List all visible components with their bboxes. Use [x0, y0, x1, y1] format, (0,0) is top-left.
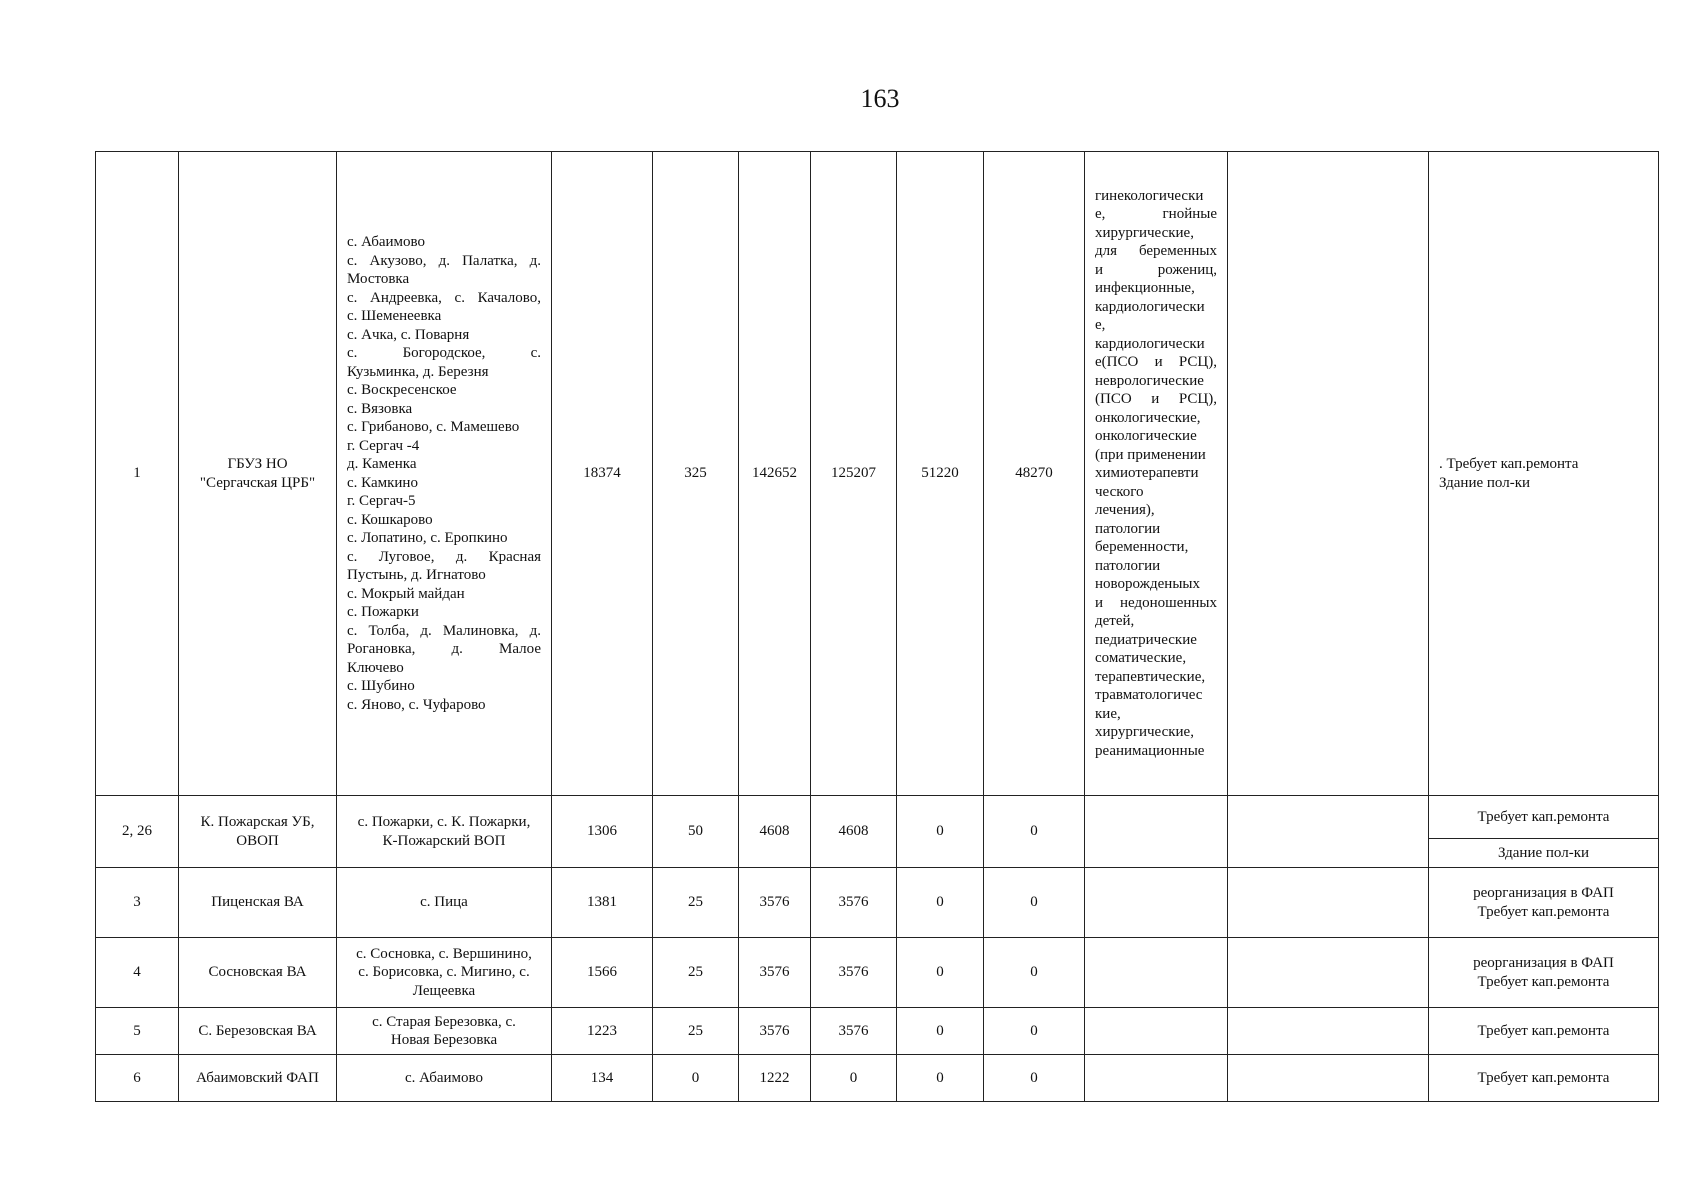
- settlements-line: с. Яново, с. Чуфарово: [347, 696, 486, 713]
- table-row: [96, 152, 1659, 796]
- value-c4: 1566: [552, 938, 653, 1008]
- bed-profiles-line: детей,: [1095, 613, 1135, 630]
- facility-name-line: "Сергачская ЦРБ": [199, 474, 316, 491]
- value-c4: 1223: [552, 1008, 653, 1055]
- bed-profiles-line: е, гнойные: [1095, 206, 1217, 223]
- value-c10: [1085, 796, 1228, 868]
- value-c4: 1306: [552, 796, 653, 868]
- settlements-line: с. Луговое, д. Красная: [347, 548, 541, 565]
- row-number: 2, 26: [96, 796, 179, 868]
- value-c8: 0: [897, 796, 984, 868]
- notes: [1429, 1055, 1659, 1102]
- bed-profiles-line: терапевтические,: [1095, 668, 1206, 685]
- value-c11: [1228, 796, 1429, 868]
- bed-profiles-line: инфекционные,: [1095, 280, 1195, 297]
- notes-line: Здание пол-ки: [1439, 474, 1531, 491]
- value-c11: [1228, 868, 1429, 938]
- settlements-line: г. Сергач -4: [347, 437, 420, 454]
- value-c8: 0: [897, 1055, 984, 1102]
- note-bottom: Здание пол-ки: [1429, 839, 1659, 868]
- settlements-line: Рогановка, д. Малое: [347, 641, 541, 657]
- settlements-line: Мостовка: [347, 271, 410, 287]
- value-c9: 48270: [984, 152, 1085, 796]
- bed-profiles-line: реанимационные: [1095, 742, 1205, 759]
- settlements: [337, 1008, 552, 1055]
- note-top: Требует кап.ремонта: [1429, 796, 1659, 839]
- value-c11: [1228, 152, 1429, 796]
- bed-profiles-line: кие,: [1095, 705, 1121, 722]
- settlements-line: Лещеевка: [412, 982, 476, 999]
- settlements-line: с. Акузово, д. Палатка, д.: [347, 252, 541, 269]
- bed-profiles-line: гинекологически: [1095, 187, 1204, 204]
- settlements-line: Новая Березовка: [390, 1032, 498, 1048]
- value-c7: 4608: [811, 796, 897, 868]
- settlements-line: с. Богородское, с.: [347, 345, 541, 361]
- facility-name-line: С. Березовская ВА: [198, 1022, 317, 1039]
- facility-name-line: Пиценская ВА: [211, 894, 304, 911]
- settlements-line: с. Шубино: [347, 678, 415, 694]
- settlements-line: с. Толба, д. Малиновка, д.: [347, 622, 541, 639]
- value-c7: 3576: [811, 868, 897, 938]
- table-row: [96, 868, 1659, 938]
- bed-profiles: [1085, 152, 1228, 796]
- settlements-line: Пустынь, д. Игнатово: [347, 567, 486, 583]
- settlements-line: с. Кошкарово: [347, 511, 433, 528]
- notes: [1429, 868, 1659, 938]
- value-c9: 0: [984, 1055, 1085, 1102]
- value-c6: 4608: [739, 796, 811, 868]
- settlements-line: Кузьминка, д. Березня: [347, 363, 489, 380]
- row-number: 1: [96, 152, 179, 796]
- settlements: [337, 1055, 552, 1102]
- value-c6: 3576: [739, 938, 811, 1008]
- settlements-line: с. Борисовка, с. Мигино, с.: [358, 964, 530, 981]
- facilities-table: [95, 151, 1659, 1102]
- bed-profiles-line: беременности,: [1095, 539, 1189, 556]
- table-row: [96, 1055, 1659, 1102]
- value-c7: 125207: [811, 152, 897, 796]
- bed-profiles-line: ческого: [1095, 483, 1144, 500]
- value-c5: 25: [653, 1008, 739, 1055]
- facility-name-line: Сосновская ВА: [208, 964, 307, 981]
- value-c6: 3576: [739, 868, 811, 938]
- value-c7: 0: [811, 1055, 897, 1102]
- value-c9: 0: [984, 796, 1085, 868]
- table-row: [96, 938, 1659, 1008]
- bed-profiles-line: неврологические: [1095, 372, 1204, 389]
- settlements: [337, 938, 552, 1008]
- value-c4: 1381: [552, 868, 653, 938]
- value-c11: [1228, 938, 1429, 1008]
- notes-line: реорганизация в ФАП: [1473, 885, 1614, 901]
- value-c10: [1085, 938, 1228, 1008]
- bed-profiles-line: кардиологически: [1095, 335, 1205, 352]
- value-c10: [1085, 1055, 1228, 1102]
- facility-name-line: ГБУЗ НО: [227, 456, 288, 472]
- notes-line: Требует кап.ремонта: [1477, 1022, 1610, 1039]
- bed-profiles-line: (при применении: [1095, 446, 1206, 463]
- settlements-line: с. Абаимово: [404, 1069, 484, 1086]
- settlements-line: с. Пожарки, с. К. Пожарки,: [357, 814, 531, 830]
- bed-profiles-line: и рожениц,: [1095, 261, 1217, 278]
- row-number: 4: [96, 938, 179, 1008]
- facility-name: [179, 938, 337, 1008]
- value-c4: 18374: [552, 152, 653, 796]
- value-c8: 51220: [897, 152, 984, 796]
- settlements: [337, 796, 552, 868]
- value-c7: 3576: [811, 1008, 897, 1055]
- value-c8: 0: [897, 938, 984, 1008]
- settlements-line: К-Пожарский ВОП: [382, 832, 506, 849]
- value-c11: [1228, 1055, 1429, 1102]
- bed-profiles-line: кардиологически: [1095, 298, 1205, 315]
- settlements: [337, 152, 552, 796]
- bed-profiles-line: соматические,: [1095, 650, 1187, 667]
- table-row: [96, 1008, 1659, 1055]
- facility-name: [179, 1008, 337, 1055]
- notes-line: Требует кап.ремонта: [1477, 973, 1610, 990]
- bed-profiles-line: для беременных: [1095, 243, 1217, 260]
- page-number: 163: [860, 84, 900, 113]
- bed-profiles-line: травматологичес: [1095, 687, 1203, 704]
- facility-name: [179, 1055, 337, 1102]
- value-c6: 3576: [739, 1008, 811, 1055]
- notes-line: . Требует кап.ремонта: [1439, 456, 1579, 472]
- bed-profiles-line: онкологические: [1095, 428, 1197, 445]
- value-c9: 0: [984, 1008, 1085, 1055]
- bed-profiles-line: и недоношенных: [1095, 594, 1217, 611]
- notes: [1429, 1008, 1659, 1055]
- facility-name-line: Абаимовский ФАП: [196, 1069, 319, 1086]
- bed-profiles-line: педиатрические: [1095, 631, 1197, 648]
- notes: [1429, 938, 1659, 1008]
- facility-name-line: К. Пожарская УБ,: [200, 814, 315, 830]
- bed-profiles-line: е,: [1095, 317, 1106, 334]
- value-c4: 134: [552, 1055, 653, 1102]
- value-c9: 0: [984, 938, 1085, 1008]
- facility-name: [179, 868, 337, 938]
- settlements-line: с. Ачка, с. Поварня: [347, 326, 470, 343]
- value-c6: 1222: [739, 1055, 811, 1102]
- notes: [1429, 152, 1659, 796]
- settlements-line: с. Шеменеевка: [347, 308, 442, 324]
- value-c5: 0: [653, 1055, 739, 1102]
- value-c5: 325: [653, 152, 739, 796]
- settlements-line: с. Воскресенское: [347, 382, 457, 398]
- bed-profiles-line: онкологические,: [1095, 409, 1201, 426]
- settlements-line: с. Лопатино, с. Еропкино: [347, 530, 508, 546]
- settlements-line: с. Вязовка: [347, 400, 413, 417]
- settlements: [337, 868, 552, 938]
- bed-profiles-line: хирургические,: [1095, 224, 1194, 241]
- row-number: 5: [96, 1008, 179, 1055]
- bed-profiles-line: патологии: [1095, 520, 1161, 537]
- notes-line: реорганизация в ФАП: [1473, 955, 1614, 971]
- settlements-line: с. Старая Березовка, с.: [372, 1013, 516, 1030]
- value-c11: [1228, 1008, 1429, 1055]
- bed-profiles-line: химиотерапевти: [1095, 465, 1199, 482]
- notes-line: Требует кап.ремонта: [1477, 1069, 1610, 1086]
- table-row: [96, 796, 1659, 839]
- settlements-line: с. Пожарки: [347, 604, 419, 620]
- value-c8: 0: [897, 1008, 984, 1055]
- notes-line: Требует кап.ремонта: [1477, 903, 1610, 920]
- bed-profiles-line: новорожденыых: [1095, 576, 1200, 593]
- bed-profiles-line: е(ПСО и РСЦ),: [1095, 354, 1217, 371]
- bed-profiles-line: патологии: [1095, 557, 1161, 574]
- value-c6: 142652: [739, 152, 811, 796]
- settlements-line: с. Андреевка, с. Качалово,: [347, 289, 541, 306]
- value-c8: 0: [897, 868, 984, 938]
- bed-profiles-line: (ПСО и РСЦ),: [1095, 391, 1217, 408]
- row-number: 3: [96, 868, 179, 938]
- settlements-line: с. Сосновка, с. Вершинино,: [356, 945, 532, 962]
- value-c9: 0: [984, 868, 1085, 938]
- settlements-line: г. Сергач-5: [347, 493, 416, 509]
- value-c10: [1085, 1008, 1228, 1055]
- value-c10: [1085, 868, 1228, 938]
- settlements-line: Ключево: [347, 659, 404, 676]
- settlements-line: д. Каменка: [347, 456, 417, 472]
- facility-name: [179, 796, 337, 868]
- value-c7: 3576: [811, 938, 897, 1008]
- value-c5: 25: [653, 938, 739, 1008]
- bed-profiles-line: лечения),: [1095, 502, 1155, 519]
- value-c5: 50: [653, 796, 739, 868]
- value-c5: 25: [653, 868, 739, 938]
- settlements-line: с. Грибаново, с. Мамешево: [347, 419, 520, 435]
- settlements-line: с. Абаимово: [347, 234, 426, 250]
- row-number: 6: [96, 1055, 179, 1102]
- settlements-line: с. Мокрый майдан: [347, 585, 465, 602]
- settlements-line: с. Камкино: [347, 474, 418, 491]
- facility-name-line: ОВОП: [236, 832, 279, 849]
- settlements-line: с. Пица: [420, 894, 468, 911]
- facility-name: [179, 152, 337, 796]
- bed-profiles-line: хирургические,: [1095, 724, 1194, 741]
